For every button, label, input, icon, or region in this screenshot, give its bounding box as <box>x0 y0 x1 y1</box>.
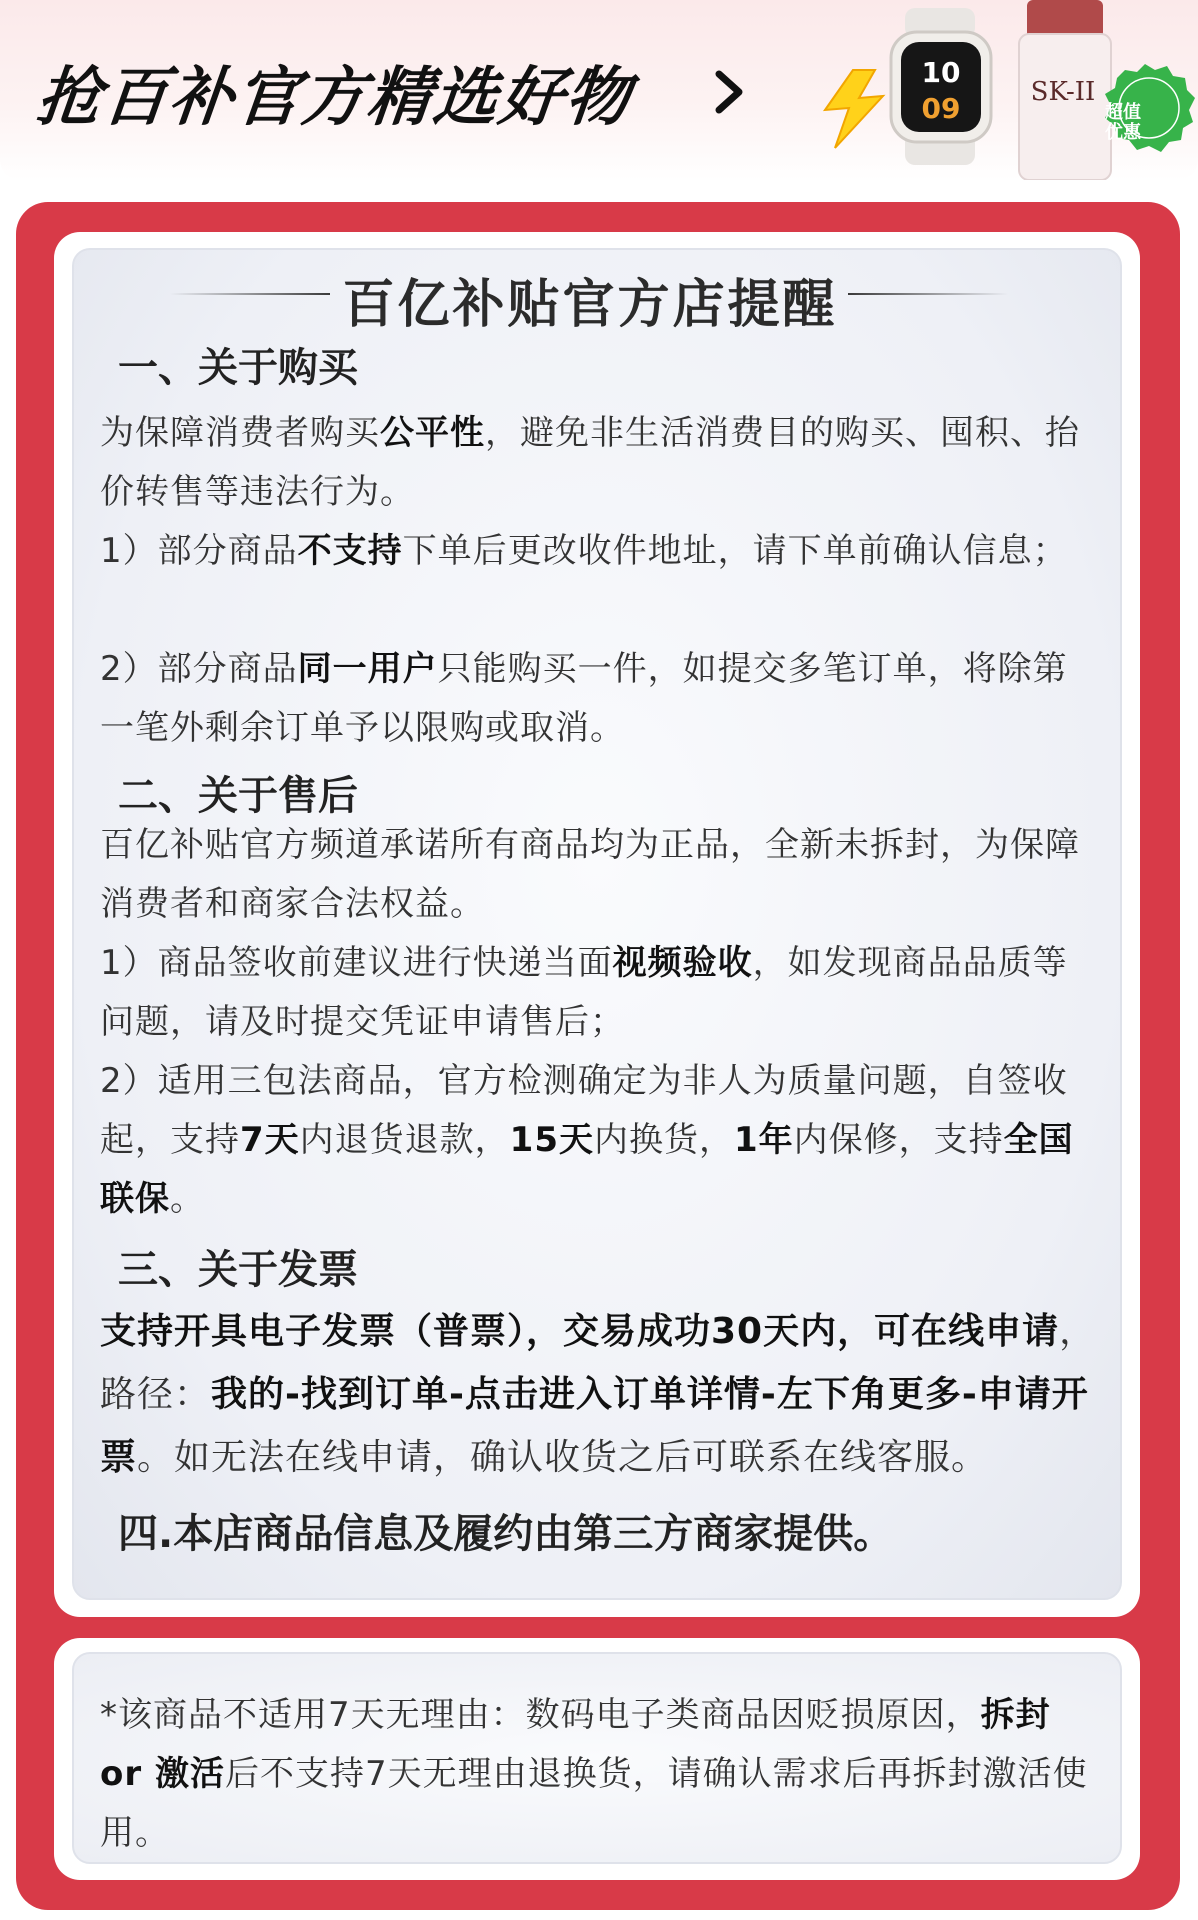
purchase-para-2: 1）部分商品不支持下单后更改收件地址，请下单前确认信息； <box>100 531 1068 571</box>
lightning-icon <box>825 70 883 148</box>
banner-title[interactable]: 抢百补官方精选好物 <box>33 61 636 135</box>
section-invoice-title: 三、关于发票 <box>118 1247 358 1293</box>
section-aftersale-title: 二、关于售后 <box>118 773 358 819</box>
invoice-para: 支持开具电子发票（普票），交易成功30天内，可在线申请，路径：我的-找到订单-点击进入订单详情-左下角更多-申请开票。如无法在线申请，确认收货之后可联系在线客服。 <box>100 1311 1097 1478</box>
skii-bottle-image <box>1019 0 1111 180</box>
badge-label <box>1087 103 1159 143</box>
disclaimer-text: *该商品不适用7天无理由：数码电子类商品因贬损原因，拆封 or 激活后不支持7天无理由退换货，请确认需求后再拆封激活使用。 <box>100 1695 1088 1853</box>
purchase-para-3: 2）部分商品同一用户只能购买一件，如提交多笔订单，将除第一笔外剩余订单予以限购或取消。 <box>100 649 1068 748</box>
svg-text:SK-II: SK-II <box>1030 77 1096 107</box>
badge-line-1: 超值 <box>1105 102 1141 123</box>
badge-line-2: 优惠 <box>1105 122 1141 143</box>
heading-divider-right <box>848 293 1008 295</box>
notice-heading: 百亿补贴官方店提醒 <box>342 275 838 335</box>
svg-text:09: 09 <box>921 92 961 125</box>
smartwatch-image <box>891 8 991 165</box>
aftersale-para-3: 2）适用三包法商品，官方检测确定为非人为质量问题，自签收起，支持7天内退货退款，15天内换货，1年内保修，支持全国联保。 <box>100 1061 1074 1219</box>
chevron-right-icon[interactable] <box>705 62 755 122</box>
section-purchase-title: 一、关于购买 <box>118 345 358 391</box>
svg-text:10: 10 <box>921 56 961 89</box>
third-party-notice: 四.本店商品信息及履约由第三方商家提供。 <box>118 1511 894 1557</box>
aftersale-para-2: 1）商品签收前建议进行快递当面视频验收，如发现商品品质等问题，请及时提交凭证申请售后； <box>100 943 1068 1042</box>
purchase-para-1: 为保障消费者购买公平性，避免非生活消费目的购买、囤积、抬价转售等违法行为。 <box>100 413 1080 512</box>
heading-divider-left <box>170 293 330 295</box>
aftersale-para-1: 百亿补贴官方频道承诺所有商品均为正品，全新未拆封，为保障消费者和商家合法权益。 <box>100 825 1080 924</box>
product-images <box>805 0 1198 180</box>
promo-banner[interactable] <box>0 0 1198 180</box>
